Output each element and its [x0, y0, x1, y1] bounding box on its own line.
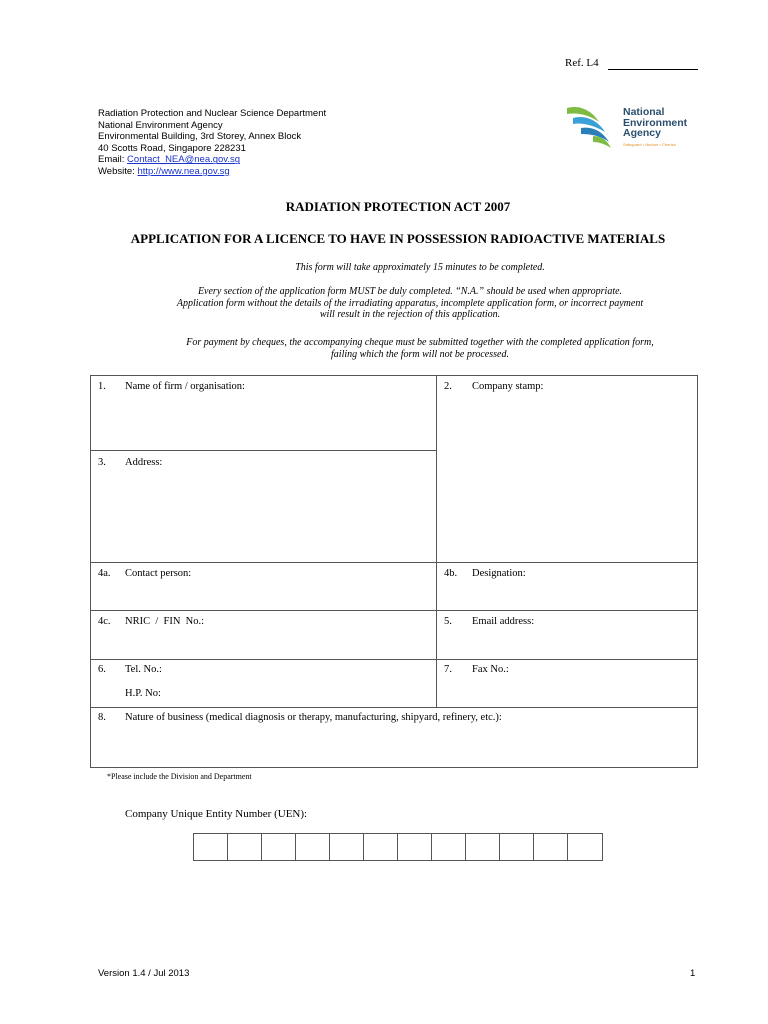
uen-input-grid — [193, 833, 603, 861]
instruction-completion-line-3: will result in the rejection of this application. — [319, 309, 501, 320]
logo-line-2: Environment — [623, 116, 688, 129]
logo-tagline: Safeguard • Nurture • Cherish — [623, 142, 676, 147]
field-label: Name of firm / organisation: — [125, 381, 245, 392]
field-email-address[interactable] — [437, 611, 697, 659]
nea-logo-icon — [563, 102, 621, 152]
field-number: 4a. — [98, 568, 111, 579]
uen-cell[interactable] — [398, 834, 432, 860]
field-label: Fax No.: — [472, 664, 509, 675]
field-label: Tel. No.: — [125, 664, 162, 675]
instruction-completion — [130, 286, 690, 321]
uen-cell[interactable] — [534, 834, 568, 860]
field-number: 3. — [98, 457, 106, 468]
field-label: Nature of business (medical diagnosis or therapy, manufacturing, shipyard, refinery, etc.): — [125, 712, 502, 723]
field-number: 6. — [98, 664, 106, 675]
reference-blank-line — [608, 69, 698, 70]
email-link[interactable]: Contact_NEA@nea.gov.sg — [127, 154, 241, 166]
instruction-completion-line-1: Every section of the application form MUST be duly completed. “N.A.” should be used when appropriate. — [197, 286, 623, 297]
department-address — [98, 108, 326, 178]
website-link[interactable]: http://www.nea.gov.sg — [137, 165, 230, 177]
logo-line-3: Agency — [623, 127, 661, 139]
instruction-payment-line-1: For payment by cheques, the accompanying cheque must be submitted together with the completed application form, — [186, 337, 654, 348]
field-number: 1. — [98, 381, 106, 392]
field-company-stamp[interactable] — [437, 376, 697, 562]
uen-cell[interactable] — [364, 834, 398, 860]
page-number: 1 — [690, 968, 696, 979]
uen-cell[interactable] — [228, 834, 262, 860]
footnote: *Please include the Division and Department — [107, 772, 252, 781]
field-label: Company stamp: — [472, 381, 544, 392]
uen-cell[interactable] — [466, 834, 500, 860]
field-nature-of-business[interactable] — [91, 708, 697, 767]
street-address: 40 Scotts Road, Singapore 228231 — [98, 142, 246, 154]
website-label: Website: — [98, 165, 138, 177]
department-name: Radiation Protection and Nuclear Science Department — [98, 108, 327, 119]
field-contact-person[interactable] — [91, 563, 436, 610]
uen-label: Company Unique Entity Number (UEN): — [125, 808, 308, 820]
instruction-completion-line-2: Application form without the details of the irradiating apparatus, incomplete application form, or incorrect payment — [176, 297, 644, 309]
uen-cell[interactable] — [262, 834, 296, 860]
field-designation[interactable] — [437, 563, 697, 610]
field-number: 5. — [444, 616, 452, 627]
field-firm-name[interactable] — [91, 376, 436, 450]
uen-cell[interactable] — [432, 834, 466, 860]
website-line — [98, 166, 326, 178]
field-number: 7. — [444, 664, 452, 675]
field-number: 4b. — [444, 568, 458, 579]
logo-line-1: National — [623, 106, 665, 118]
field-label: NRIC / FIN No.: — [125, 616, 205, 627]
agency-name: National Environment Agency — [98, 119, 223, 131]
field-label: Email address: — [472, 616, 535, 627]
field-label: Address: — [125, 457, 163, 468]
version-label: Version 1.4 / Jul 2013 — [98, 968, 190, 979]
uen-cell[interactable] — [330, 834, 364, 860]
field-number: 4c. — [98, 616, 111, 627]
nea-logo — [563, 100, 703, 156]
field-label: Designation: — [472, 568, 526, 579]
logo-wordmark — [623, 107, 687, 139]
email-line — [98, 154, 326, 166]
act-title: RADIATION PROTECTION ACT 2007 — [285, 199, 511, 214]
uen-cell[interactable] — [568, 834, 602, 860]
reference-number: Ref. L4 — [565, 57, 599, 69]
uen-cell[interactable] — [500, 834, 534, 860]
field-label: Contact person: — [125, 568, 192, 579]
instruction-payment — [130, 337, 710, 360]
field-number: 8. — [98, 712, 106, 723]
instruction-payment-line-2: failing which the form will not be processed. — [331, 348, 509, 360]
uen-cell[interactable] — [296, 834, 330, 860]
field-fax[interactable] — [437, 660, 697, 707]
application-form-table — [90, 375, 698, 768]
field-address[interactable] — [91, 451, 436, 562]
building-address: Environmental Building, 3rd Storey, Annex Block — [98, 131, 302, 143]
field-nric-fin[interactable] — [91, 611, 436, 659]
application-title: APPLICATION FOR A LICENCE TO HAVE IN POSSESSION RADIOACTIVE MATERIALS — [130, 231, 666, 246]
field-number: 2. — [444, 381, 452, 392]
email-label: Email: — [98, 154, 128, 166]
instruction-time: This form will take approximately 15 minutes to be completed. — [295, 262, 545, 273]
field-label-hp: H.P. No: — [125, 688, 161, 699]
uen-cell[interactable] — [194, 834, 228, 860]
field-telephone[interactable] — [91, 660, 436, 707]
